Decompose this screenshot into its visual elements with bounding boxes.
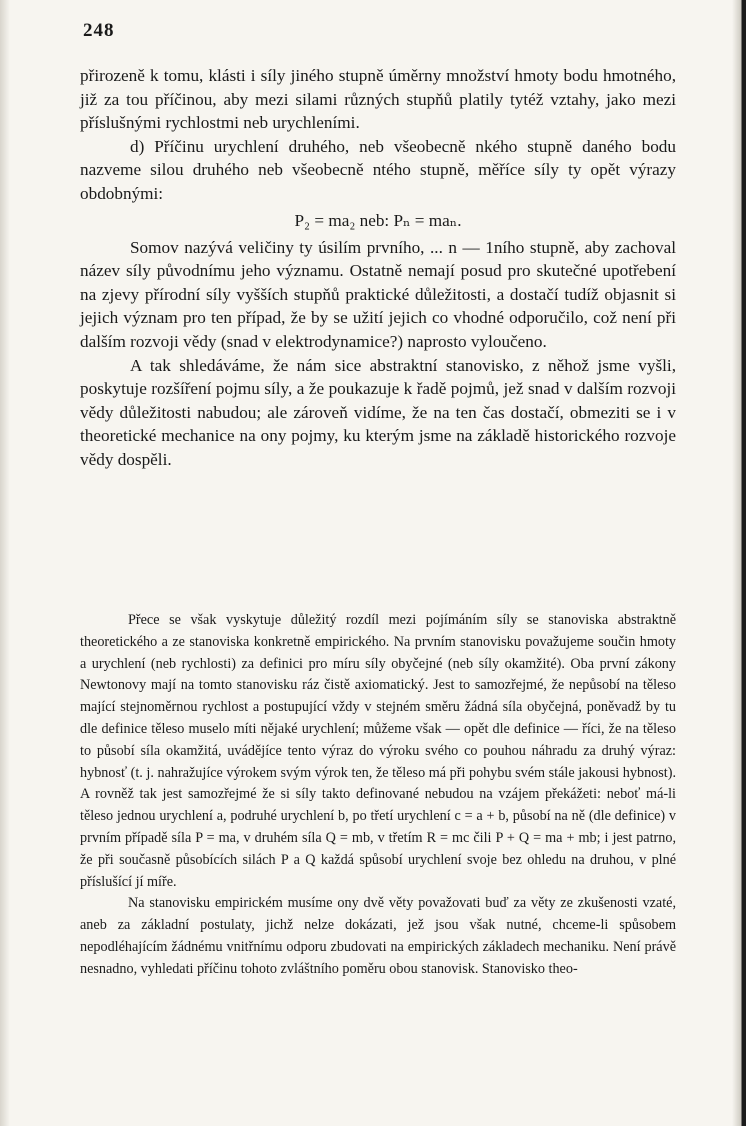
page-left-shadow bbox=[0, 0, 10, 1126]
paragraph-4: A tak shledáváme, že nám sice abstraktní stanovisko, z něhož jsme vyšli, poskytuje rozšíření pojmu síly, a že poukazuje k řadě pojmů, jež snad v dalším rozvoji vědy důležitosti nabudou; ale zároveň vidíme, že na ten čas dostačí, obmeziti se i v theoretické mechanice na ony pojmy, ku kterým jsme na základě historického rozvoje vědy dospěli. bbox=[80, 355, 676, 469]
paragraph-2: d) Příčinu urychlení druhého, neb všeobecně nkého stupně daného bodu nazveme silou druhého neb všeobecně ntého stupně, měříce síly ty opět výrazy obdobnými: bbox=[80, 136, 676, 203]
footnote-paragraph-1: Přece se však vyskytuje důležitý rozdíl mezi pojímáním síly se stanoviska abstraktně theoretického a ze stanoviska konkretně empirického. Na prvním stanovisku považujeme součin hmoty a urychlení (neb rychlosti) za definici pro míru síly obyčejné (neb síly okamžité). Oba první zákony Newtonovy mají na tomto stanovisku ráz čistě axiomatický. Jest to samozřejmé, že nepůsobí na těleso mající stejnoměrnou rychlost a postupující vždy v stejném směru žádná síla obyčejná, poněvadž by tu dle definice těleso muselo míti nějaké urychlení; můžeme však — opět dle definice — říci, že na těleso to působí síla okamžitá, uvádějíce tento výraz do výroku svého co pouhou náhradu za druhý výraz: hybnosť (t. j. nahražujíce výrokem svým výrok ten, že těleso má při pohybu svém stále jakousi hybnost). A rovněž tak jest samozřejmé že si síly takto definované nebudou na vzájem překážeti: neboť má-li těleso jednou urychlení a, podruhé urychlení b, po třetí urychlení c = a + b, působí na ně (dle definice) v prvním případě síla P = ma, v druhém síla Q = mb, v třetím R = mc čili P + Q = ma + mb; i jest patrno, že při současně působících silách P a Q každá spůsobí urychlení svoje bez ohledu na druhou, v plné příslušící jí míře. bbox=[80, 612, 676, 890]
page-right-edge bbox=[732, 0, 746, 1126]
paragraph-1: přirozeně k tomu, klásti i síly jiného stupně úměrny množství hmoty bodu hmotného, již za tou příčinou, aby mezi silami různých stupňů platily tytéž vztahy, jako mezi příslušnými rychlostmi neb urychleními. bbox=[80, 66, 676, 133]
footnote-paragraph-2: Na stanovisku empirickém musíme ony dvě věty považovati buď za věty ze zkušenosti vzaté, aneb za základní postulaty, jichž nelze dokázati, jež jsou však nutné, chceme-li spůsobem nepodléhajícím žádnému vnitřnímu odporu zbudovati na empirických základech mechaniku. Není právě nesnadno, vyhledati příčinu tohoto zvláštního poměru obou stanovisk. Stanovisko theo- bbox=[80, 895, 676, 977]
equation: P₂ = ma₂ neb: Pₙ = maₙ. bbox=[294, 210, 462, 230]
paragraph-3: Somov nazývá veličiny ty úsilím prvního, ... n — 1ního stupně, aby zachoval název síly původnímu jeho významu. Ostatně nemají posud pro skutečné upotřebení na zjevy přírodní síly vyšších stupňů praktické důležitosti, a dostačí tudíž objasnit si jejich význam pro ten případ, že by se užití jejich co vhodné odporučilo, což není při dalším rozvoji vědy (snad v elektrodynamice?) naprosto vyloučeno. bbox=[80, 237, 676, 351]
main-text bbox=[80, 64, 676, 472]
page-number: 248 bbox=[83, 20, 115, 41]
footnote bbox=[80, 610, 676, 981]
